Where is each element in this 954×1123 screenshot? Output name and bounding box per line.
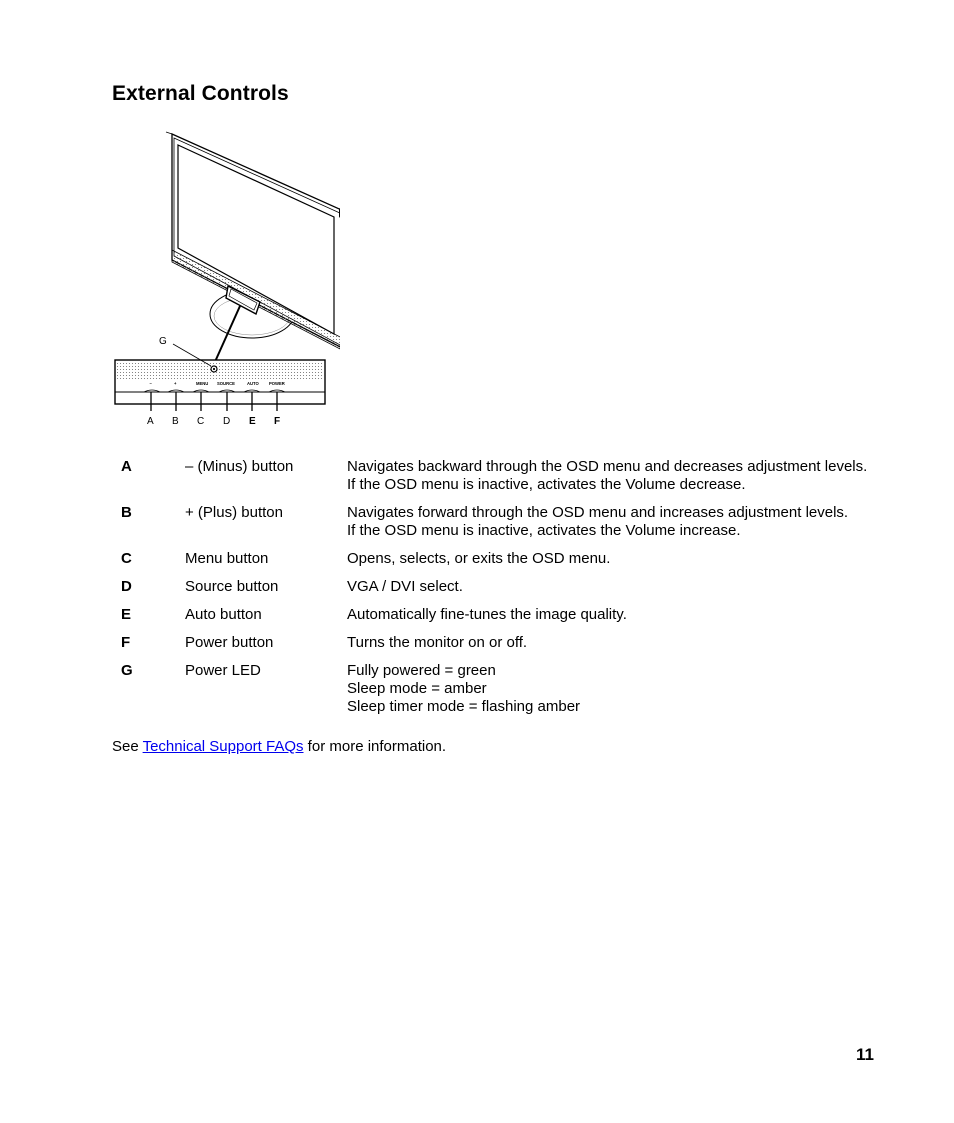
letter-c: C	[197, 416, 205, 427]
control-description: Opens, selects, or exits the OSD menu.	[347, 550, 611, 567]
control-letter: F	[121, 634, 131, 651]
control-letter: C	[121, 550, 132, 567]
control-letter: A	[121, 458, 132, 475]
letter-b: B	[172, 416, 179, 427]
table-row	[112, 504, 892, 550]
menu-label: MENU	[196, 381, 209, 386]
control-description: Fully powered = green Sleep mode = amber Sleep timer mode = flashing amber	[347, 662, 581, 715]
footer-prefix: See	[112, 738, 143, 755]
control-description: Navigates backward through the OSD menu and decreases adjustment levels. If the OSD menu is inactive, activates the Volume decrease.	[347, 458, 868, 493]
control-letter: E	[121, 606, 132, 623]
footer-suffix: for more information.	[303, 738, 447, 755]
footer-note	[112, 738, 446, 755]
control-letter: D	[121, 578, 132, 595]
control-description: Navigates forward through the OSD menu and increases adjustment levels. If the OSD menu is inactive, activates the Volume increase.	[347, 504, 849, 539]
page-title: External Controls	[112, 82, 289, 105]
plus-label: +	[174, 381, 177, 386]
table-row	[112, 662, 892, 726]
control-description: Automatically fine-tunes the image quality.	[347, 606, 627, 623]
control-description: VGA / DVI select.	[347, 578, 463, 595]
control-name: Source button	[185, 578, 279, 595]
control-name: Auto button	[185, 606, 262, 623]
page-number: 11	[856, 1045, 874, 1064]
power-label: POWER	[269, 381, 285, 386]
control-letter: G	[121, 662, 133, 679]
control-name: + (Plus) button	[185, 504, 283, 521]
table-row	[112, 578, 892, 606]
source-label: SOURCE	[217, 381, 235, 386]
auto-label: AUTO	[247, 381, 259, 386]
minus-label: –	[149, 381, 152, 386]
control-name: Power LED	[185, 662, 261, 679]
table-row	[112, 634, 892, 662]
technical-support-faqs-link[interactable]: Technical Support FAQs	[142, 738, 304, 755]
letter-d: D	[223, 416, 231, 427]
control-name: – (Minus) button	[185, 458, 294, 475]
callout-g: G	[159, 336, 167, 347]
letter-a: A	[147, 416, 154, 427]
control-description: Turns the monitor on or off.	[347, 634, 528, 651]
control-name: Menu button	[185, 550, 269, 567]
table-row	[112, 458, 892, 504]
letter-f: F	[274, 416, 281, 427]
table-row	[112, 606, 892, 634]
letter-e: E	[249, 416, 256, 427]
controls-table	[112, 458, 892, 726]
control-name: Power button	[185, 634, 274, 651]
table-row	[112, 550, 892, 578]
control-letter: B	[121, 504, 132, 521]
monitor-illustration	[110, 128, 340, 432]
